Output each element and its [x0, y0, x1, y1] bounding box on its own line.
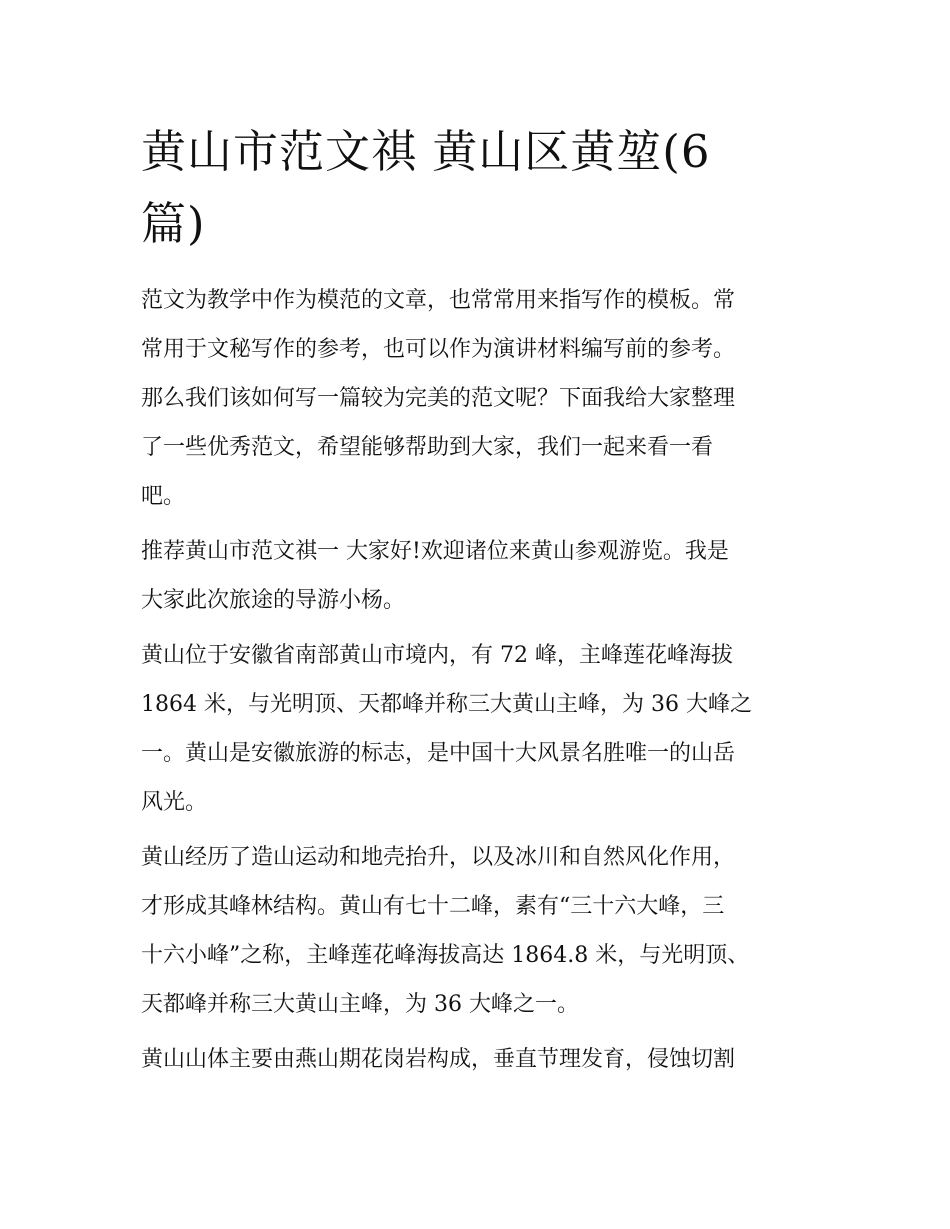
document-body	[141, 116, 821, 1090]
paragraph-location: 黄山位于安徽省南部黄山市境内，有 72 峰，主峰莲花峰海拔 1864 米，与光明顶、天都峰并称三大黄山主峰，为 36 大峰之 一。黄山是安徽旅游的标志，是中国十大风景名胜唯一的山岳 风光。	[141, 643, 752, 815]
paragraph-greeting: 推荐黄山市范文祺一 大家好!欢迎诸位来黄山参观游览。我是 大家此次旅途的导游小杨。	[141, 539, 729, 613]
paragraph-intro: 范文为教学中作为模范的文章，也常常用来指写作的模板。常 常用于文秘写作的参考，也可以作为演讲材料编写前的参考。 那么我们该如何写一篇较为完美的范文呢？下面我给大家整理 了一些优秀范文，希望能够帮助到大家，我们一起来看一看 吧。	[141, 288, 736, 509]
paragraph-formation: 黄山经历了造山运动和地壳抬升，以及冰川和自然风化作用， 才形成其峰林结构。黄山有七十二峰，素有“三十六大峰，三 十六小峰”之称，主峰莲花峰海拔高达 1864.8 米，与光明顶、 天都峰并称三大黄山主峰，为 36 大峰之一。	[141, 845, 750, 1017]
paragraph-geology: 黄山山体主要由燕山期花岗岩构成，垂直节理发育，侵蚀切割	[141, 1047, 736, 1072]
document-title: 黄山市范文祺 黄山区黄堃(6 篇)	[141, 125, 711, 250]
